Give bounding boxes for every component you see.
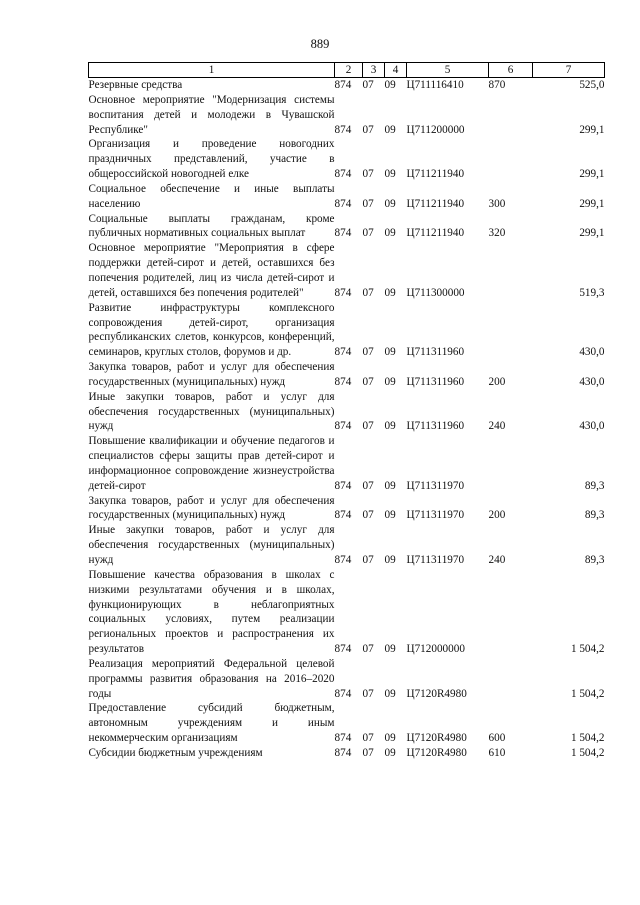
budget-table xyxy=(88,62,605,761)
column-header: 5 xyxy=(407,63,489,78)
target-article-code: Ц711311970 xyxy=(406,509,465,522)
expense-type-code xyxy=(489,657,533,702)
chapter-code: 874 xyxy=(334,227,352,240)
section-code: 07 xyxy=(362,346,374,359)
subsection-code: 09 xyxy=(384,687,396,700)
subsection-code: 09 xyxy=(384,732,396,745)
table-row xyxy=(89,212,605,242)
target-article-code: Ц711311960 xyxy=(406,346,465,359)
target-article-code: Ц711211940 xyxy=(406,168,465,181)
chapter-code: 874 xyxy=(334,346,352,359)
amount: 299,1 xyxy=(579,227,605,240)
table-row xyxy=(89,137,605,182)
subsection-code: 09 xyxy=(384,375,396,388)
chapter-code: 874 xyxy=(334,554,352,566)
chapter-code: 874 xyxy=(334,79,352,91)
section-code: 07 xyxy=(362,746,374,759)
section-code: 07 xyxy=(362,643,374,656)
amount: 299,1 xyxy=(579,123,605,136)
amount: 89,3 xyxy=(584,554,605,566)
row-name: Социальное обеспечение и иные выплаты населению xyxy=(88,182,335,210)
amount: 430,0 xyxy=(579,346,605,359)
subsection-code: 09 xyxy=(384,197,396,210)
table-row xyxy=(89,78,605,93)
section-code: 07 xyxy=(362,197,374,210)
table-row xyxy=(89,93,605,138)
row-name: Резервные средства xyxy=(88,79,183,91)
section-code: 07 xyxy=(362,227,374,240)
row-name: Субсидии бюджетным учреждениям xyxy=(88,746,263,759)
row-name: Иные закупки товаров, работ и услуг для обеспечения государственных (муниципальных) нужд xyxy=(88,390,335,433)
subsection-code: 09 xyxy=(384,420,396,433)
chapter-code: 874 xyxy=(334,197,352,210)
section-code: 07 xyxy=(362,732,374,745)
target-article-code: Ц711200000 xyxy=(406,123,465,136)
row-name: Закупка товаров, работ и услуг для обеспечения государственных (муниципальных) нужд xyxy=(88,494,335,522)
chapter-code: 874 xyxy=(334,687,352,700)
chapter-code: 874 xyxy=(334,479,352,492)
chapter-code: 874 xyxy=(334,286,352,299)
table-row xyxy=(89,182,605,212)
chapter-code: 874 xyxy=(334,732,352,745)
expense-type-code xyxy=(489,434,533,493)
target-article-code: Ц7120R4980 xyxy=(406,687,467,700)
expense-type-code xyxy=(489,137,533,182)
amount: 1 504,2 xyxy=(570,746,605,759)
expense-type-code xyxy=(489,93,533,138)
target-article-code: Ц711311970 xyxy=(406,479,465,492)
section-code: 07 xyxy=(362,420,374,433)
section-code: 07 xyxy=(362,375,374,388)
column-header: 3 xyxy=(363,63,385,78)
amount: 299,1 xyxy=(579,168,605,181)
table-row xyxy=(89,390,605,435)
subsection-code: 09 xyxy=(384,286,396,299)
row-name: Основное мероприятие "Мероприятия в сфере поддержки детей-сирот и детей, оставшихся без попечения родителей, лиц из числа детей-сирот и детей, оставшихся без попечения родителей" xyxy=(88,242,335,299)
table-header-row xyxy=(89,63,605,78)
expense-type-code: 240 xyxy=(488,420,506,433)
expense-type-code: 320 xyxy=(488,227,506,240)
row-name: Закупка товаров, работ и услуг для обеспечения государственных (муниципальных) нужд xyxy=(88,361,335,388)
subsection-code: 09 xyxy=(384,746,396,759)
subsection-code: 09 xyxy=(384,79,396,91)
subsection-code: 09 xyxy=(384,643,396,656)
section-code: 07 xyxy=(362,286,374,299)
chapter-code: 874 xyxy=(334,375,352,388)
table-row xyxy=(89,434,605,493)
subsection-code: 09 xyxy=(384,479,396,492)
column-header: 7 xyxy=(533,63,605,78)
amount: 525,0 xyxy=(579,79,605,91)
table-row xyxy=(89,568,605,657)
table-row xyxy=(89,301,605,360)
target-article-code: Ц7120R4980 xyxy=(406,746,467,759)
row-name: Организация и проведение новогодних праздничных представлений, участие в общероссийской новогодней елке xyxy=(88,138,335,181)
subsection-code: 09 xyxy=(384,123,396,136)
table-row xyxy=(89,523,605,568)
column-header: 1 xyxy=(89,63,335,78)
section-code: 07 xyxy=(362,168,374,181)
section-code: 07 xyxy=(362,479,374,492)
chapter-code: 874 xyxy=(334,746,352,759)
section-code: 07 xyxy=(362,509,374,522)
chapter-code: 874 xyxy=(334,420,352,433)
expense-type-code: 610 xyxy=(488,746,506,759)
expense-type-code xyxy=(489,568,533,657)
column-header: 4 xyxy=(385,63,407,78)
expense-type-code: 240 xyxy=(488,554,506,566)
page-number: 889 xyxy=(310,37,330,51)
target-article-code: Ц711116410 xyxy=(406,79,464,91)
amount: 89,3 xyxy=(584,509,605,522)
amount: 430,0 xyxy=(579,375,605,388)
target-article-code: Ц711300000 xyxy=(406,286,465,299)
amount: 1 504,2 xyxy=(570,643,605,656)
subsection-code: 09 xyxy=(384,554,396,566)
row-name: Социальные выплаты гражданам, кроме публичных нормативных социальных выплат xyxy=(88,212,335,240)
subsection-code: 09 xyxy=(384,168,396,181)
target-article-code: Ц712000000 xyxy=(406,643,465,656)
target-article-code: Ц711311960 xyxy=(406,420,465,433)
table-row xyxy=(89,360,605,390)
amount: 89,3 xyxy=(584,479,605,492)
subsection-code: 09 xyxy=(384,346,396,359)
target-article-code: Ц711311970 xyxy=(406,554,465,566)
expense-type-code: 300 xyxy=(488,197,506,210)
section-code: 07 xyxy=(362,687,374,700)
amount: 1 504,2 xyxy=(570,732,605,745)
expense-type-code: 200 xyxy=(488,375,506,388)
row-name: Основное мероприятие "Модернизация системы воспитания детей и молодежи в Чувашской Республике" xyxy=(88,93,335,136)
row-name: Иные закупки товаров, работ и услуг для обеспечения государственных (муниципальных) нужд xyxy=(88,524,335,566)
subsection-code: 09 xyxy=(384,509,396,522)
chapter-code: 874 xyxy=(334,168,352,181)
table-row xyxy=(89,494,605,524)
table-row xyxy=(89,241,605,300)
table-row xyxy=(89,746,605,761)
amount: 519,3 xyxy=(579,286,605,299)
section-code: 07 xyxy=(362,554,374,566)
column-header: 2 xyxy=(335,63,363,78)
chapter-code: 874 xyxy=(334,643,352,656)
table-row xyxy=(89,701,605,746)
row-name: Предоставление субсидий бюджетным, автономным учреждениям и иным некоммерческим организациям xyxy=(88,702,335,745)
section-code: 07 xyxy=(362,79,374,91)
expense-type-code: 600 xyxy=(488,732,506,745)
row-name: Развитие инфраструктуры комплексного сопровождения детей-сирот, организация республиканских слетов, конкурсов, конференций, семинаров, круглых столов, форумов и др. xyxy=(88,301,335,359)
chapter-code: 874 xyxy=(334,509,352,522)
amount: 1 504,2 xyxy=(570,687,605,700)
expense-type-code: 870 xyxy=(488,79,506,91)
expense-type-code xyxy=(489,301,533,360)
target-article-code: Ц711211940 xyxy=(406,227,465,240)
subsection-code: 09 xyxy=(384,227,396,240)
row-name: Повышение квалификации и обучение педагогов и специалистов сферы защиты прав детей-сирот и информационное сопровождение жизнеустройства детей-сирот xyxy=(88,435,335,492)
table-row xyxy=(89,657,605,702)
section-code: 07 xyxy=(362,123,374,136)
row-name: Повышение качества образования в школах с низкими результатами обучения и в школах, функционирующих в неблагоприятных социальных условиях, путем реализации региональных проектов и распространения их результатов xyxy=(88,568,335,656)
amount: 430,0 xyxy=(579,420,605,433)
column-header: 6 xyxy=(489,63,533,78)
chapter-code: 874 xyxy=(334,123,352,136)
amount: 299,1 xyxy=(579,197,605,210)
target-article-code: Ц711211940 xyxy=(406,197,465,210)
row-name: Реализация мероприятий Федеральной целевой программы развития образования на 2016–2020 годы xyxy=(88,657,335,700)
target-article-code: Ц711311960 xyxy=(406,375,465,388)
target-article-code: Ц7120R4980 xyxy=(406,732,467,745)
expense-type-code: 200 xyxy=(488,509,506,522)
expense-type-code xyxy=(489,241,533,300)
